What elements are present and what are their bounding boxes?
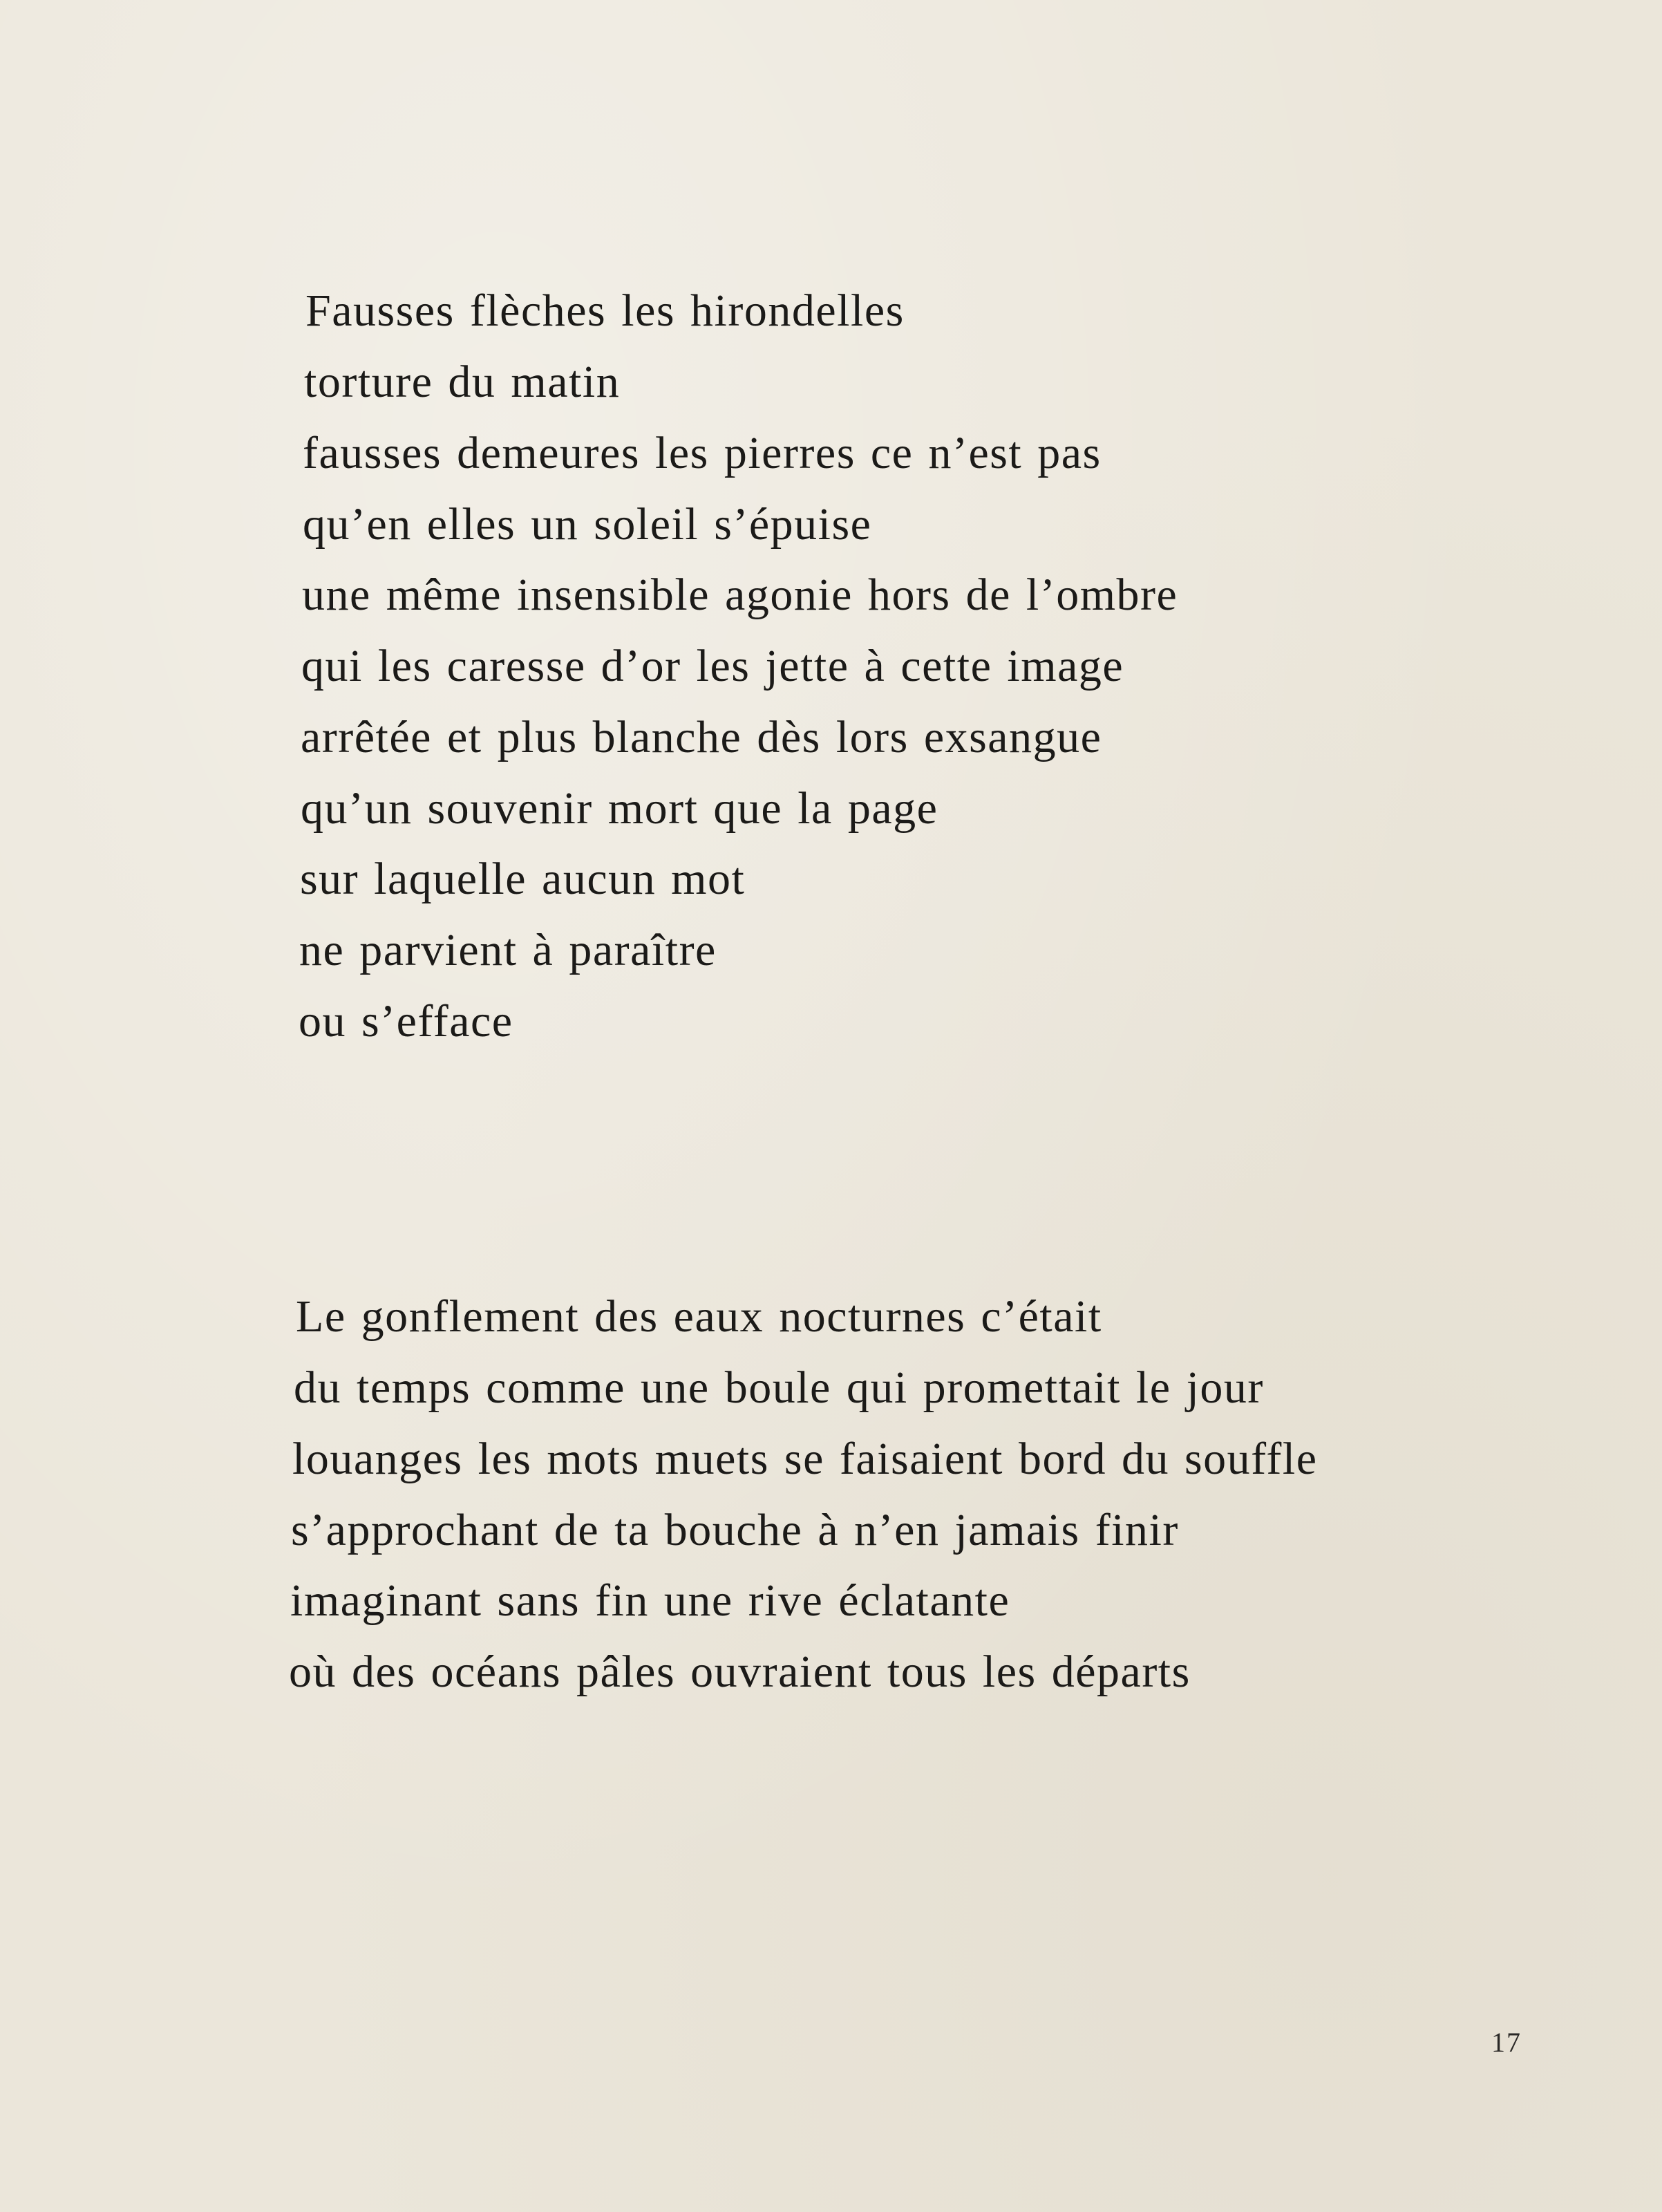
poem-line: louanges les mots muets se faisaient bord du souffle [292, 1434, 1318, 1484]
poem-line: s’approchant de ta bouche à n’en jamais finir [291, 1505, 1179, 1555]
poem-line: du temps comme une boule qui promettait le jour [294, 1362, 1264, 1413]
poem-line: Fausses flèches les hirondelles [305, 285, 905, 336]
poem-line: qui les caresse d’or les jette à cette image [301, 641, 1124, 691]
poem-line: qu’en elles un soleil s’épuise [303, 499, 872, 550]
poem-line: où des océans pâles ouvraient tous les départs [289, 1647, 1191, 1697]
poem-line: qu’un souvenir mort que la page [301, 783, 938, 834]
poem-line: Le gonflement des eaux nocturnes c’était [296, 1291, 1102, 1342]
poem-line: imaginant sans fin une rive éclatante [290, 1575, 1010, 1626]
poem-line: torture du matin [304, 357, 621, 407]
page-number: 17 [1491, 2027, 1522, 2058]
poem-line: une même insensible agonie hors de l’ombre [302, 570, 1178, 620]
poem-line: ou s’efface [299, 996, 513, 1047]
poem-line: fausses demeures les pierres ce n’est pas [303, 428, 1102, 478]
poem-line: sur laquelle aucun mot [300, 854, 746, 904]
poem-line: arrêtée et plus blanche dès lors exsangue [301, 712, 1102, 762]
poem-line: ne parvient à paraître [299, 925, 717, 975]
